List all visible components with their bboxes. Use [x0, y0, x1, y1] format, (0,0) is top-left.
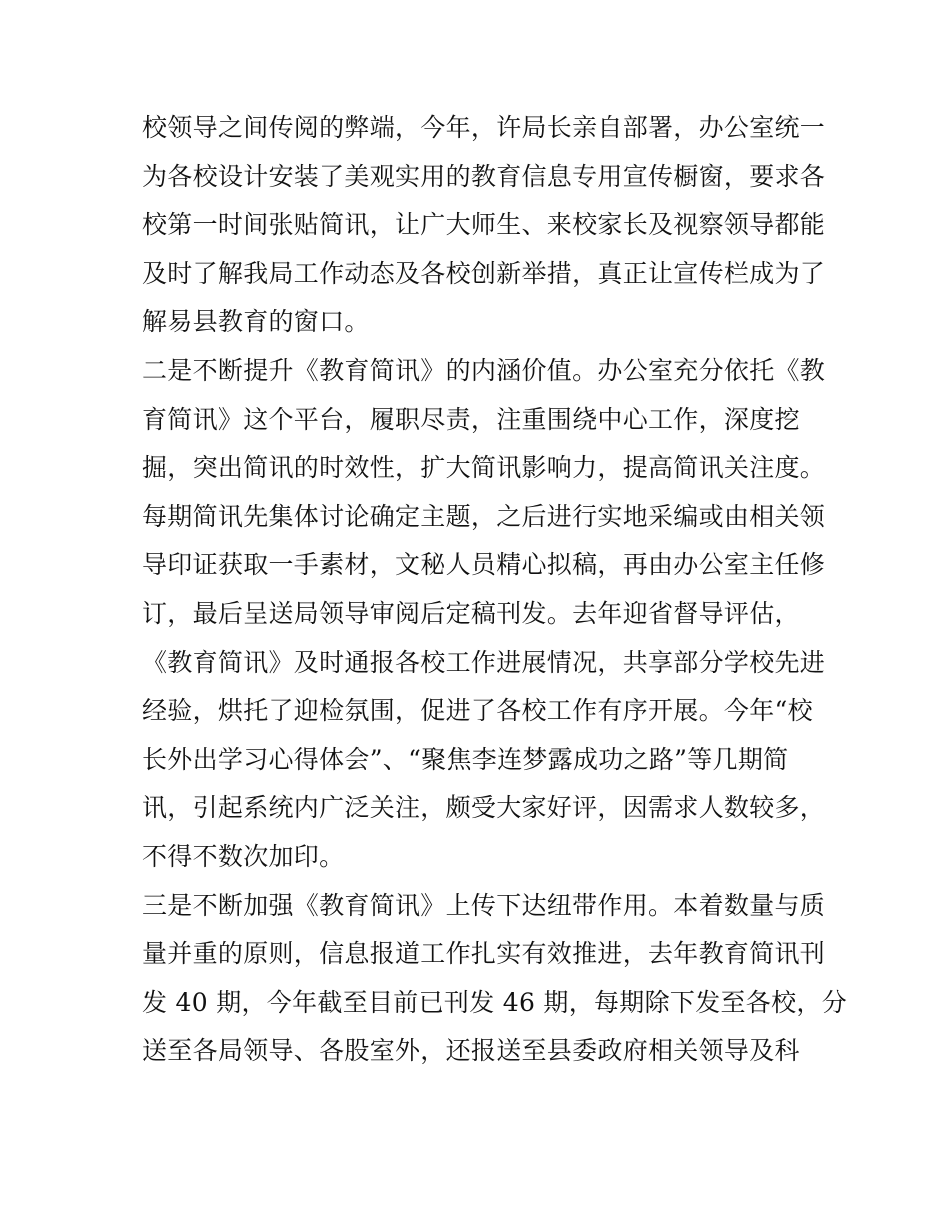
text-line: 二是不断提升《教育简讯》的内涵价值。办公室充分依托《教 — [142, 355, 826, 385]
text-line: 掘，突出简讯的时效性，扩大简讯影响力，提高简讯关注度。 — [142, 453, 826, 483]
text-line: 育简讯》这个平台，履职尽责，注重围绕中心工作，深度挖 — [142, 404, 800, 434]
body-text — [142, 104, 848, 1076]
text-line: 《教育简讯》及时通报各校工作进展情况，共享部分学校先进 — [142, 647, 826, 677]
text-line: 发 40 期，今年截至目前已刊发 46 期，每期除下发至各校，分 — [142, 987, 848, 1017]
text-line: 送至各局领导、各股室外，还报送至县委政府相关领导及科 — [142, 1036, 800, 1066]
text-line: 讯，引起系统内广泛关注，颇受大家好评，因需求人数较多， — [142, 793, 826, 823]
text-line: 为各校设计安装了美观实用的教育信息专用宣传橱窗，要求各 — [142, 161, 826, 191]
text-line: 校第一时间张贴简讯，让广大师生、来校家长及视察领导都能 — [142, 210, 826, 240]
text-line: 订，最后呈送局领导审阅后定稿刊发。去年迎省督导评估， — [142, 598, 800, 628]
text-line: 量并重的原则，信息报道工作扎实有效推进，去年教育简讯刊 — [142, 939, 826, 969]
text-line: 及时了解我局工作动态及各校创新举措，真正让宣传栏成为了 — [142, 258, 826, 288]
text-line: 每期简讯先集体讨论确定主题，之后进行实地采编或由相关领 — [142, 501, 826, 531]
text-line: 长外出学习心得体会”、“聚焦李连梦露成功之路”等几期简 — [142, 744, 789, 774]
text-line: 导印证获取一手素材，文秘人员精心拟稿，再由办公室主任修 — [142, 550, 826, 580]
text-line: 三是不断加强《教育简讯》上传下达纽带作用。本着数量与质 — [142, 890, 826, 920]
text-line: 校领导之间传阅的弊端，今年，许局长亲自部署，办公室统一 — [142, 113, 826, 142]
text-line: 不得不数次加印。 — [142, 841, 345, 871]
text-line: 经验，烘托了迎检氛围，促进了各校工作有序开展。今年“校 — [142, 696, 813, 726]
text-line: 解易县教育的窗口。 — [142, 307, 370, 337]
